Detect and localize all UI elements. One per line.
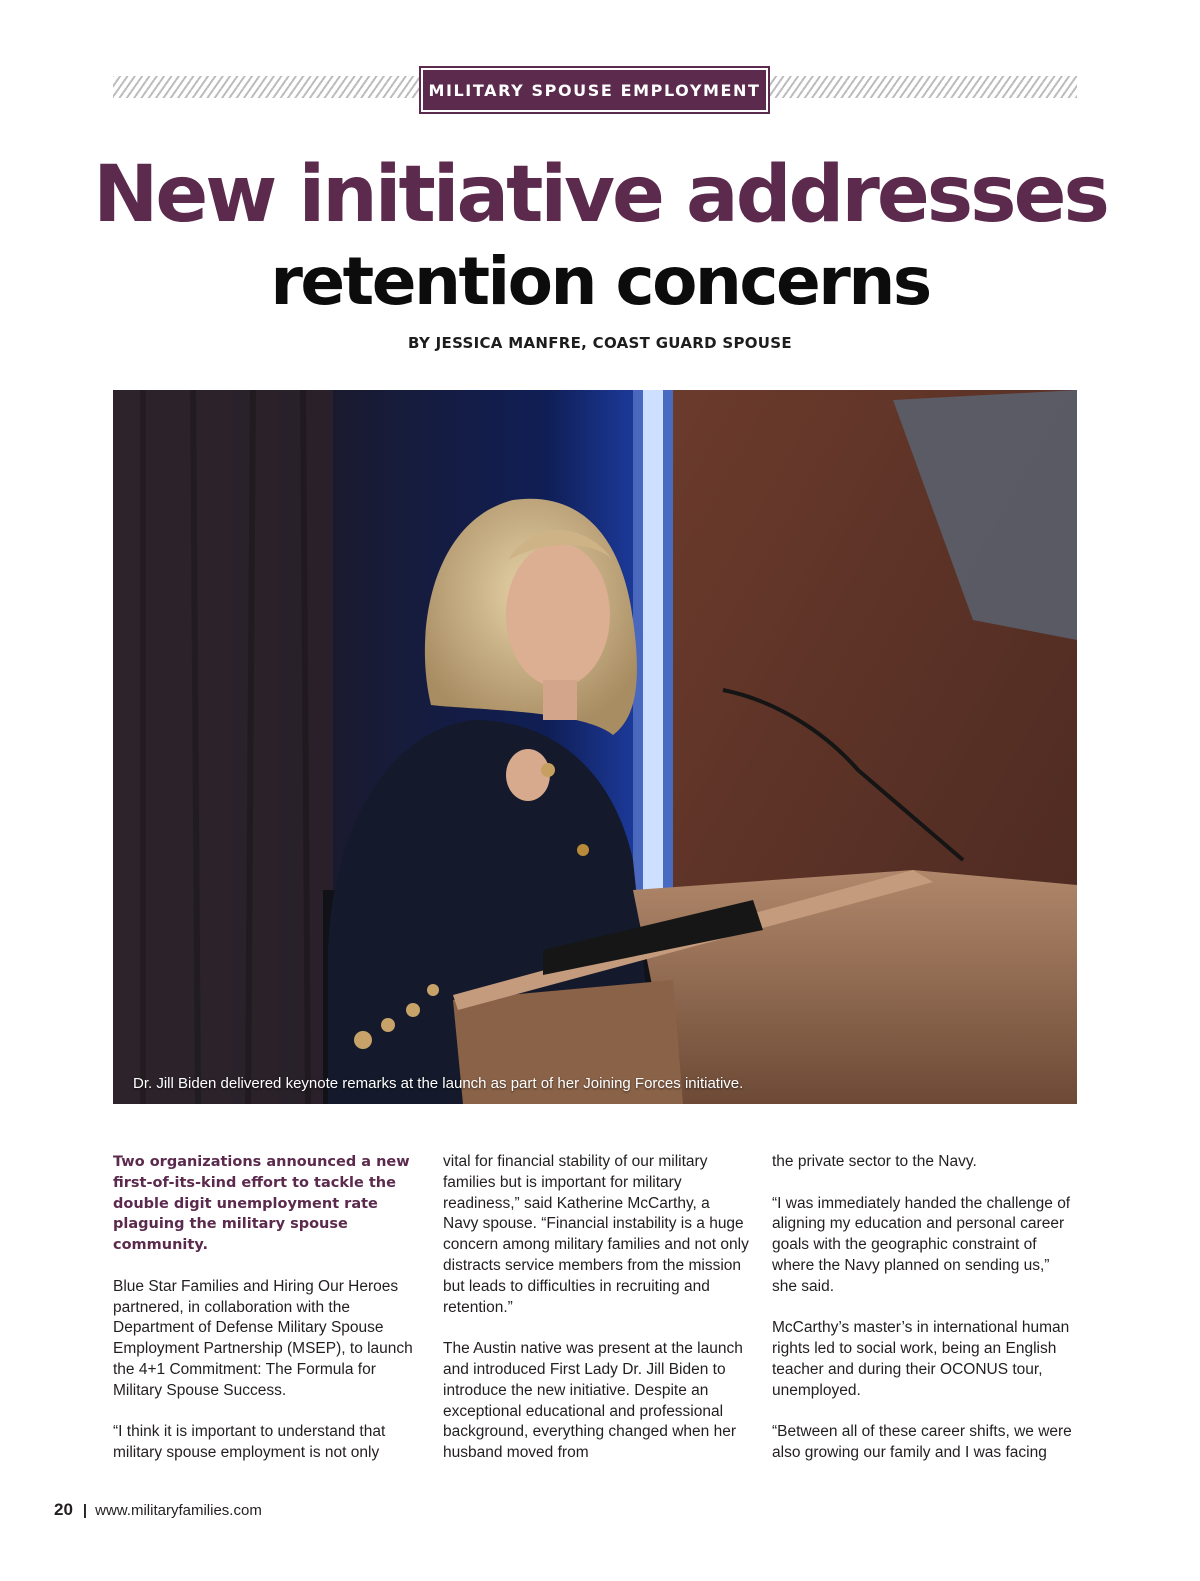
lead-paragraph: Two organizations announced a new first-of-its-kind effort to tackle the double digit unemployment rate plaguing the military spouse community. — [113, 1154, 410, 1254]
footer-url-link[interactable]: www.militaryfamilies.com — [95, 1501, 262, 1519]
headline-line-2: retention concerns — [270, 243, 930, 320]
header-rule-right — [768, 76, 1077, 98]
article-column-1 — [113, 1152, 419, 1485]
section-label-text: MILITARY SPOUSE EMPLOYMENT — [428, 80, 761, 100]
page-number: 20 — [54, 1500, 73, 1519]
body-paragraph: Blue Star Families and Hiring Our Heroes partnered, in collaboration with the Department of Defense Military Spouse Employment Partnership (MSEP), to launch the 4+1 Commitment: The Formula for Military Spouse Success. — [113, 1277, 413, 1399]
section-label — [419, 66, 770, 114]
body-paragraph: “I was immediately handed the challenge of aligning my education and personal career goals with the geographic constraint of where the Navy planned on sending us,” she said. — [772, 1194, 1071, 1295]
body-paragraph: “I think it is important to understand that military spouse employment is not only — [113, 1423, 386, 1462]
body-paragraph: vital for financial stability of our military families but is important for military readiness,” said Katherine McCarthy, a Navy spouse. “Financial instability is a huge concern among military families and not only distracts service members from the mission but leads to difficulties in recruiting and retention.” — [443, 1153, 749, 1316]
article-column-2 — [443, 1152, 749, 1485]
headline-line-1: New initiative addresses — [93, 150, 1107, 240]
body-paragraph: “Between all of these career shifts, we were also growing our family and I was facing — [772, 1423, 1072, 1462]
body-paragraph: the private sector to the Navy. — [772, 1153, 977, 1170]
byline: BY JESSICA MANFRE, COAST GUARD SPOUSE — [408, 334, 792, 352]
article-photo — [113, 390, 1077, 1104]
article-column-3 — [772, 1152, 1078, 1485]
photo-illustration — [113, 390, 1077, 1104]
page-footer — [54, 1500, 262, 1520]
body-paragraph: McCarthy’s master’s in international human rights led to social work, being an English teacher and during their OCONUS tour, unemployed. — [772, 1319, 1070, 1399]
photo-caption: Dr. Jill Biden delivered keynote remarks at the launch as part of her Joining Forces initiative. — [133, 1075, 744, 1092]
body-paragraph: The Austin native was present at the launch and introduced First Lady Dr. Jill Biden to introduce the new initiative. Despite an exceptional educational and professional background, everything changed when her husband moved from — [443, 1340, 743, 1462]
header-rule-left — [113, 76, 421, 98]
footer-separator: | — [82, 1501, 88, 1519]
